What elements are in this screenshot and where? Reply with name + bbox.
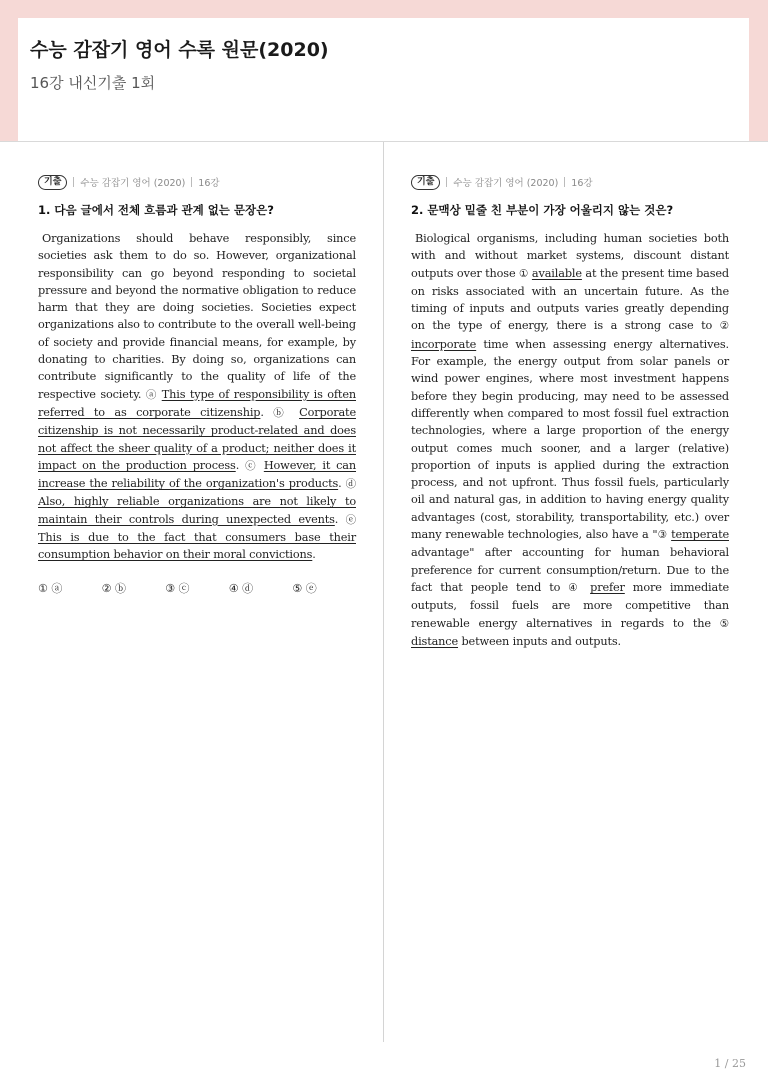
passage-segment: advantage" after accounting for human behavioral preference for current consumption/return. Due to the fact that people tend to (411, 546, 729, 594)
sentence-marker: ⓓ (345, 478, 356, 491)
passage-segment: Organizations should behave responsibly, since societies ask them to do so. However, organizational responsibility can go beyond responding to societal pressure and beyond the normative obligation to reduce harm that they are doing societies. Societies expect organizations also to contribute to the overall well-being of society and provide financial means, for example, by donating to charities. By doing so, organizations can contribute significantly to the quality of life of the respective society. (38, 232, 356, 401)
question-2 (411, 174, 729, 650)
sentence-marker: ⓑ (273, 406, 290, 419)
answer-choices (38, 580, 356, 596)
lesson-label: 16강 (198, 178, 220, 189)
meta-separator (73, 177, 74, 187)
passage-segment: Biological organisms, including human societies both with and without market systems, discount distant outputs over those (411, 232, 729, 280)
passage-segment: time when assessing energy alternatives. For example, the energy output from solar panels or wind power engines, where most investment happens before they begin producing, may need to be assessed differently when compared to most fossil fuel extraction technologies, where a large proportion of the energy output comes much sooner, and a larger (relative) proportion of inputs is applied during the extraction process, and not upfront. Thus fossil fuels, particularly oil and natural gas, in addition to having energy quality advantages (cost, storability, transportability, etc.) over many renewable technologies, also have a " (411, 337, 729, 542)
header-divider (0, 141, 768, 142)
sentence-marker: ① (519, 267, 529, 280)
question-1 (38, 174, 356, 596)
underlined-phrase: incorporate (411, 337, 477, 351)
underlined-phrase: Also, highly reliable organizations are not likely to maintain their controls during unexpected events (38, 495, 356, 526)
meta-separator (564, 177, 565, 187)
answer-choice-1[interactable]: ① ⓐ (38, 581, 63, 595)
source-label: 수능 감잡기 영어 (2020) (80, 178, 186, 189)
source-label: 수능 감잡기 영어 (2020) (453, 178, 559, 189)
meta-separator (446, 177, 447, 187)
underlined-phrase: available (531, 266, 582, 280)
answer-choice-5[interactable]: ⑤ ⓔ (292, 581, 317, 595)
passage-segment (582, 581, 590, 594)
passage-segment: at the present time based on risks associated with an uncertain future. As the timing of inputs and outputs varies greatly depending on the type of energy, there is a strong case to (411, 266, 729, 333)
passage-segment: . (338, 477, 346, 491)
passage-text (411, 230, 729, 650)
sentence-marker: ④ (568, 581, 583, 594)
underlined-phrase: However, it can increase the reliability of the organization's products (38, 458, 357, 491)
page-number: 1 / 25 (714, 1057, 746, 1070)
sentence-marker: ③ (657, 529, 668, 542)
question-title: 1. 다음 글에서 전체 흐름과 관계 없는 문장은? (38, 203, 274, 217)
underlined-phrase: temperate (671, 528, 729, 542)
question-title: 2. 문맥상 밑줄 친 부분이 가장 어울리지 않는 것은? (411, 203, 674, 217)
answer-choice-4[interactable]: ④ ⓓ (228, 581, 254, 595)
passage-segment: . (312, 548, 316, 562)
underlined-phrase: distance (411, 634, 459, 648)
passage-segment: . (260, 405, 274, 419)
document-subtitle: 16강 내신기출 1회 (30, 74, 156, 92)
passage-segment: . (235, 458, 246, 472)
passage-segment: between inputs and outputs. (458, 634, 621, 648)
passage-text (38, 230, 356, 564)
sentence-marker: ⓔ (345, 513, 356, 526)
column-divider (383, 142, 384, 1042)
sentence-marker: ⓐ (145, 388, 158, 401)
underlined-phrase: This type of responsibility is often referred to as corporate citizenship (38, 387, 356, 419)
answer-choice-2[interactable]: ② ⓑ (101, 581, 126, 595)
document-title: 수능 감잡기 영어 수록 원문(2020) (30, 39, 329, 61)
passage-segment: more immediate outputs, fossil fuels are more competitive than renewable energy alternatives in regards to the (411, 580, 729, 630)
header-band (0, 0, 768, 141)
answer-choice-3[interactable]: ③ ⓒ (165, 581, 190, 595)
source-tag-badge: 기출 (411, 175, 440, 190)
meta-separator (191, 177, 192, 187)
underlined-phrase: This is due to the fact that consumers base their consumption behavior on their moral convictions (38, 531, 356, 562)
source-tag-badge: 기출 (38, 175, 67, 190)
sentence-marker: ② (719, 320, 729, 333)
underlined-phrase: prefer (590, 580, 625, 594)
sentence-marker: ⓒ (245, 459, 258, 472)
question-meta (38, 174, 356, 190)
passage-segment: . (334, 512, 346, 526)
underlined-phrase: Corporate citizenship is not necessarily product-related and does not affect the sheer quality of a product; neither does it impact on the production process (38, 405, 356, 472)
lesson-label: 16강 (571, 178, 593, 189)
passage-segment (290, 406, 299, 419)
question-meta (411, 174, 729, 190)
sentence-marker: ⑤ (719, 617, 729, 630)
